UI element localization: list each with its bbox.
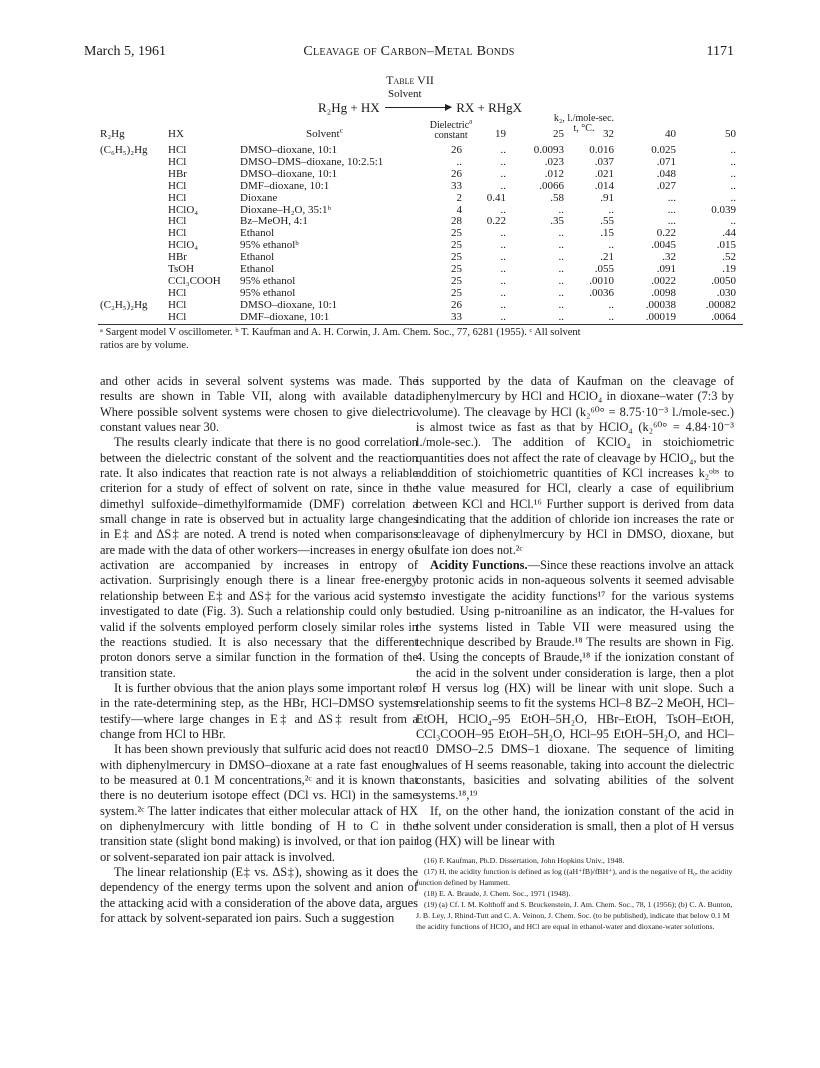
cell-dielectric: .. xyxy=(456,155,462,168)
cell-r2hg: (C₆H₅)₂Hg xyxy=(100,144,148,156)
cell-k40: .32 xyxy=(662,251,676,264)
cell-k19: .. xyxy=(500,155,506,168)
cell-dielectric: 25 xyxy=(451,286,462,299)
cell-k50: .19 xyxy=(722,263,736,275)
cell-k19: .. xyxy=(500,239,506,252)
reference: (19) (a) Cf. I. M. Kolthoff and S. Bruckenstein, J. Am. Chem. Soc., 78, 1 (1956); (b) C. A. Bunton, J. B. Ley, J. Rhind-Tutt and C. A. Veinon, J. Chem. Soc. (to be published), indicate that below 0.1 M the acidity functions of HClO₄ and HCl are equal in ethanol-water and dioxane-water solutions. xyxy=(416,899,733,931)
cell-k50: .. xyxy=(730,144,736,156)
cell-solvent: 95% ethanolᵇ xyxy=(240,239,299,252)
cell-k50: .. xyxy=(730,167,736,180)
cell-k32: .. xyxy=(608,203,614,216)
header-t32: 32 xyxy=(603,128,614,140)
cell-k32: 0.016 xyxy=(589,144,614,156)
cell-k32: .014 xyxy=(594,179,614,192)
paragraph: is supported by the data of Kaufman on the cleavage of diphenylmercury by HCl and HClO₄ in dioxane–water (7:3 by volume). The cleavage by HCl (k₂⁶⁰° = 8.75·10⁻³ l./mole-sec.) is almost twice as fast as that by HClO₄ (k₂⁶⁰° = 4.84·10⁻³ l./mole-sec.). The addition of KClO₄ in stoichiometric quantities does not affect the rate of cleavage by HClO₄, but the addition of stoichiometric quantities of KCl increases k₂ᵒᵇˢ to the value measured for HCl, clearly a case of equilibrium between KCl and HCl.¹⁶ Further support is derived from data indicating that the addition of chloride ion increases the rate or cleavage of diphenylmercury by HCl in DMSO, dioxane, but sulfate ion does not.²ᶜ xyxy=(416,374,734,557)
cell-k19: .. xyxy=(500,298,506,311)
paragraph: The results clearly indicate that there is no good correlation between the dielectric constant of the solvent and the reaction rate. It also indicates that reaction rate is not always a reliable criterion for a study of effect of solvent on rate, since in the dimethyl sulfoxide–dimethylformamide (DMF) correlation a small change in rate is observed but in actuality large changes in E‡ and ΔS‡ are noted. A trend is noted when comparisons are made with the data of other workers—increases in energy of activation are accompanied by increases in entropy of activation. Surprisingly enough there is a linear free-energy relationship between E‡ and ΔS‡ for the various acid systems investigated to date (Fig. 3). Such a relationship could only be valid if the solvents employed perform closely similar roles in the reactions studied. It is also necessary that the different proton donors serve a similar function in the formation of the transition state. xyxy=(100,435,418,680)
cell-k40: .027 xyxy=(656,179,676,192)
cell-k19: .. xyxy=(500,274,506,287)
cell-hx: HCl xyxy=(168,144,187,156)
cell-hx: TsOH xyxy=(168,263,195,275)
cell-k50: .. xyxy=(730,191,736,204)
paragraph: If, on the other hand, the ionization constant of the acid in the solvent under consideration is small, then a plot of H versus log (HX) will be linear with xyxy=(416,803,734,849)
cell-k19: .. xyxy=(500,144,506,156)
dielectric-header-text: Dielectric xyxy=(429,120,470,131)
right-column xyxy=(416,374,734,932)
cell-hx: HBr xyxy=(168,251,187,264)
cell-k50: .44 xyxy=(722,227,736,240)
cell-dielectric: 25 xyxy=(451,263,462,275)
cell-hx: HCl xyxy=(168,191,187,204)
cell-k32: .. xyxy=(608,310,614,323)
cell-r2hg: (C₂H₅)₂Hg xyxy=(100,298,148,311)
cell-k32: .0036 xyxy=(589,286,614,299)
cell-k40: 0.22 xyxy=(656,227,676,240)
cell-dielectric: 25 xyxy=(451,239,462,252)
cell-k32: .. xyxy=(608,239,614,252)
header-t50: 50 xyxy=(725,128,736,140)
header-r2hg: R₂Hg xyxy=(100,128,125,140)
cell-k50: .. xyxy=(730,215,736,228)
cell-k25: .. xyxy=(558,203,564,216)
issue-date: March 5, 1961 xyxy=(84,44,167,59)
cell-k32: .91 xyxy=(600,191,614,204)
cell-k40: .071 xyxy=(656,155,676,168)
paragraph: It has been shown previously that sulfuric acid does not react with diphenylmercury in DMSO–dioxane at a rate fast enough to be measured at 0.1 M concentrations,²ᶜ and it is known that there is no deuterium isotope effect (DCl vs. HCl) in the same system.²ᶜ The latter indicates that either molecular attack of HX on diphenylmercury with little bonding of H to C in the transition state (slight bond making) is involved, or that ion pair or solvent-separated ion pair attack is involved. xyxy=(100,742,418,864)
cell-dielectric: 25 xyxy=(451,274,462,287)
left-column xyxy=(100,374,418,926)
cell-dielectric: 33 xyxy=(451,179,462,192)
table-rule xyxy=(98,324,743,325)
cell-solvent: DMSO–dioxane, 10:1 xyxy=(240,167,338,180)
cell-k40: .048 xyxy=(656,167,676,180)
arrow-label: Solvent xyxy=(388,88,422,100)
reaction-arrow-icon xyxy=(385,107,451,108)
paragraph: and other acids in several solvent systems was made. The results are shown in Table VII, along with available data. Where possible solvent systems were chosen to give dielectric constant values near 30. xyxy=(100,374,418,435)
cell-k32: .0010 xyxy=(589,274,614,287)
cell-solvent: DMSO–dioxane, 10:1 xyxy=(240,144,338,156)
cell-solvent: DMSO–dioxane, 10:1 xyxy=(240,298,338,311)
cell-dielectric: 4 xyxy=(456,203,462,216)
header-t40: 40 xyxy=(665,128,676,140)
page-number: 1171 xyxy=(706,44,734,59)
cell-k19: .. xyxy=(500,286,506,299)
cell-dielectric: 2 xyxy=(456,191,462,204)
cell-k50: .0064 xyxy=(711,310,736,323)
section-paragraph xyxy=(416,558,734,804)
cell-dielectric: 26 xyxy=(451,167,462,180)
cell-k25: .35 xyxy=(550,215,564,228)
cell-k25: .023 xyxy=(544,155,564,168)
cell-k25: .. xyxy=(558,239,564,252)
cell-hx: HCl xyxy=(168,155,187,168)
cell-solvent: Ethanol xyxy=(240,251,275,264)
cell-hx: HCl xyxy=(168,227,187,240)
cell-k40: 0.025 xyxy=(651,144,676,156)
cell-k50: .00082 xyxy=(705,298,736,311)
cell-k25: 0.0093 xyxy=(533,144,564,156)
cell-k25: .012 xyxy=(544,167,564,180)
k-header-units: k₂, l./mole-sec. xyxy=(553,113,615,124)
table-caption: Table VII xyxy=(386,73,434,87)
cell-k25: .. xyxy=(558,251,564,264)
cell-k25: .0066 xyxy=(539,179,564,192)
cell-hx: HBr xyxy=(168,167,187,180)
cell-k19: .. xyxy=(500,227,506,240)
cell-hx: HCl xyxy=(168,298,187,311)
cell-k32: .055 xyxy=(594,263,614,275)
cell-k19: .. xyxy=(500,179,506,192)
cell-k32: .21 xyxy=(600,251,614,264)
cell-k50: .52 xyxy=(722,251,736,264)
cell-k25: .. xyxy=(558,298,564,311)
cell-k50: .030 xyxy=(716,286,736,299)
cell-dielectric: 28 xyxy=(451,215,462,228)
equation-left: R₂Hg + HX xyxy=(318,100,380,115)
cell-hx: HCl xyxy=(168,215,187,228)
cell-k19: 0.41 xyxy=(486,191,506,204)
cell-k32: .. xyxy=(608,298,614,311)
cell-k25: .. xyxy=(558,286,564,299)
header-t25: 25 xyxy=(553,128,564,140)
cell-k19: .. xyxy=(500,263,506,275)
cell-solvent: Ethanol xyxy=(240,227,275,240)
cell-hx: HClO₄ xyxy=(168,239,199,252)
section-heading: Acidity Functions. xyxy=(430,558,528,573)
table-footnote-1: ᵃ Sargent model V oscillometer. ᵇ T. Kaufman and A. H. Corwin, J. Am. Chem. Soc., 77, 6281 (1955). ᶜ All solvent xyxy=(100,327,581,338)
cell-hx: HCl xyxy=(168,310,187,323)
reference: (17) H, the acidity function is defined as log ((aH⁺fB)/fBH⁺), and is the negative of H₀, the acidity function defined by Hammett. xyxy=(416,866,733,887)
header-t19: 19 xyxy=(495,128,506,140)
cell-k50: .0050 xyxy=(711,274,736,287)
cell-k40: ... xyxy=(667,191,676,204)
cell-solvent: Dioxane–H₂O, 35:1ᵇ xyxy=(240,203,331,216)
cell-k25: .. xyxy=(558,263,564,275)
cell-hx: CCl₃COOH xyxy=(168,274,221,287)
table-footnote-2: ratios are by volume. xyxy=(100,340,189,351)
cell-k25: .. xyxy=(558,274,564,287)
cell-k25: .. xyxy=(558,310,564,323)
cell-solvent: DMF–dioxane, 10:1 xyxy=(240,310,330,323)
running-title: Cleavage of Carbon–Metal Bonds xyxy=(303,44,515,59)
cell-hx: HCl xyxy=(168,286,187,299)
cell-k32: .55 xyxy=(600,215,614,228)
table-row xyxy=(100,311,740,325)
header-hx: HX xyxy=(168,128,184,140)
cell-k50: .. xyxy=(730,179,736,192)
reference: (18) E. A. Braude, J. Chem. Soc., 1971 (1948). xyxy=(424,888,571,898)
reference: (16) F. Kaufman, Ph.D. Dissertation, John Hopkins Univ., 1948. xyxy=(424,855,625,865)
cell-k25: .. xyxy=(558,227,564,240)
cell-dielectric: 33 xyxy=(451,310,462,323)
cell-k25: .58 xyxy=(550,191,564,204)
cell-solvent: 95% ethanol xyxy=(240,274,296,287)
cell-k19: .. xyxy=(500,310,506,323)
reaction-equation xyxy=(0,88,820,122)
running-head xyxy=(84,44,734,64)
cell-k32: .021 xyxy=(594,167,614,180)
equation-right: RX + RHgX xyxy=(456,100,523,115)
cell-dielectric: 25 xyxy=(451,227,462,240)
cell-k32: .15 xyxy=(600,227,614,240)
cell-k19: .. xyxy=(500,203,506,216)
k-header-temp: t, °C. xyxy=(573,123,595,134)
cell-k32: .037 xyxy=(594,155,614,168)
cell-solvent: DMF–dioxane, 10:1 xyxy=(240,179,330,192)
cell-solvent: Dioxane xyxy=(240,191,278,204)
cell-solvent: Ethanol xyxy=(240,263,275,275)
cell-dielectric: 26 xyxy=(451,298,462,311)
cell-k19: .. xyxy=(500,167,506,180)
paragraph: It is further obvious that the anion plays some important role in the rate-determining step, as the HBr, HCl–DMSO systems testify—where large changes in E‡ and ΔS‡ result from a change from HCl to HBr. xyxy=(100,680,418,741)
dielectric-header-text2: constant xyxy=(434,130,468,141)
cell-k40: .00038 xyxy=(645,298,676,311)
cell-k40: .00019 xyxy=(645,310,676,323)
section-text: —Since these reactions involve an attack by protonic acids in non-aqueous solvents it seemed advisable to investigate the acidity functions¹⁷ for the various systems studied. Using p-nitroaniline as an indicator, the H-values for the systems listed in Table VII were measured using the technique described by Braude.¹⁸ The results are shown in Fig. 4. Using the concepts of Braude,¹⁸ if the ionization constant of the acid in the solvent under consideration is large, then a plot of H versus log (HX) will be linear with unit slope. Such a relationship seems to fit the systems HCl–8 BZ–2 MeOH, HCl–EtOH, HClO₄–95 EtOH–5H₂O, HBr–EtOH, TsOH–EtOH, CCl₃COOH–95 EtOH–5H₂O, HCl–95 EtOH–5H₂O, and HCl–10 DMSO–2.5 DMS–1 dioxane. The sequence of limiting values of H seems reasonable, taking into account the dielectric constants, basicities and solvating abilities of the solvent systems.¹⁸,¹⁹ xyxy=(416,558,734,803)
cell-k50: 0.039 xyxy=(711,203,736,216)
cell-k19: .. xyxy=(500,251,506,264)
cell-hx: HClO₄ xyxy=(168,203,199,216)
cell-k50: .. xyxy=(730,155,736,168)
cell-k40: .0098 xyxy=(651,286,676,299)
references xyxy=(416,855,734,932)
cell-k40: ... xyxy=(667,203,676,216)
cell-solvent: 95% ethanol xyxy=(240,286,296,299)
cell-k40: .0045 xyxy=(651,239,676,252)
cell-dielectric: 26 xyxy=(451,144,462,156)
cell-k19: 0.22 xyxy=(486,215,506,228)
cell-k40: ... xyxy=(667,215,676,228)
cell-hx: HCl xyxy=(168,179,187,192)
header-solvent: Solvent$^c$ xyxy=(306,125,344,140)
paragraph: The linear relationship (E‡ vs. ΔS‡), showing as it does the dependency of the energy terms upon the solvent and anion of the attacking acid with a consideration of the above data, argues for attack by solvent-separated ion pairs. Such a suggestion xyxy=(100,865,418,926)
cell-k50: .015 xyxy=(716,239,736,252)
cell-k40: .091 xyxy=(656,263,676,275)
cell-solvent: Bz–MeOH, 4:1 xyxy=(240,215,308,228)
dielectric-footnote-mark: a xyxy=(469,117,473,126)
cell-dielectric: 25 xyxy=(451,251,462,264)
cell-k40: .0022 xyxy=(651,274,676,287)
cell-solvent: DMSO–DMS–dioxane, 10:2.5:1 xyxy=(240,155,384,168)
